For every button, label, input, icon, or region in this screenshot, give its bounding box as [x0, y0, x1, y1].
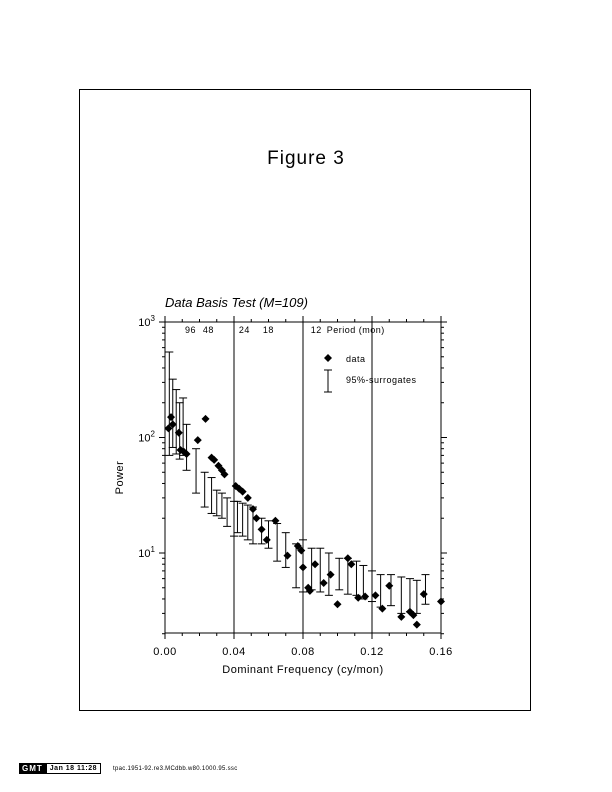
x-axis-label: Dominant Frequency (cy/mon)	[222, 664, 384, 676]
gmt-filename: tpac.1951-92.re3.MCdbb.w80.1000.95.ssc	[113, 765, 238, 772]
gmt-logo: GMT	[19, 763, 46, 774]
y-axis-label: Power	[114, 460, 126, 495]
period-label: 48	[202, 325, 214, 335]
legend-label-surrogates: 95%-surrogates	[346, 375, 417, 385]
data-point	[420, 590, 428, 598]
y-tick-label: $10^2$	[138, 429, 155, 445]
figure-title: Figure 3	[267, 148, 345, 169]
period-label: 96	[184, 325, 196, 335]
data-point	[283, 552, 291, 560]
data-point	[397, 613, 405, 621]
data-point	[327, 571, 335, 579]
y-tick-label: $10^3$	[138, 314, 155, 329]
data-point	[320, 579, 328, 587]
data-point	[299, 563, 307, 571]
x-tick-label: 0.12	[360, 646, 384, 658]
data-point	[311, 560, 319, 568]
data-point	[263, 536, 271, 544]
legend-label-data: data	[346, 354, 366, 364]
data-point	[202, 415, 210, 423]
period-axis-label: Period (mon)	[326, 325, 385, 335]
data-point	[249, 505, 257, 513]
data-point	[258, 525, 266, 533]
data-point	[334, 600, 342, 608]
y-tick-label: $10^1$	[138, 545, 155, 560]
chart-title: Data Basis Test (M=109)	[165, 295, 308, 310]
x-tick-label: 0.16	[429, 646, 453, 658]
gmt-footer	[19, 763, 238, 774]
data-point	[371, 591, 379, 599]
data-point	[413, 621, 421, 629]
legend-diamond-icon	[324, 354, 332, 362]
data-point	[194, 436, 202, 444]
x-tick-label: 0.00	[153, 646, 177, 658]
x-tick-label: 0.04	[222, 646, 246, 658]
data-point	[167, 413, 175, 421]
data-point	[378, 605, 386, 613]
data-point	[252, 514, 260, 522]
period-label: 24	[238, 325, 250, 335]
gmt-timestamp: Jan 18 11:28	[46, 763, 101, 774]
data-point	[385, 582, 393, 590]
data-point	[244, 494, 252, 502]
x-tick-label: 0.08	[291, 646, 315, 658]
period-label: 12	[310, 325, 322, 335]
period-label: 18	[262, 325, 274, 335]
